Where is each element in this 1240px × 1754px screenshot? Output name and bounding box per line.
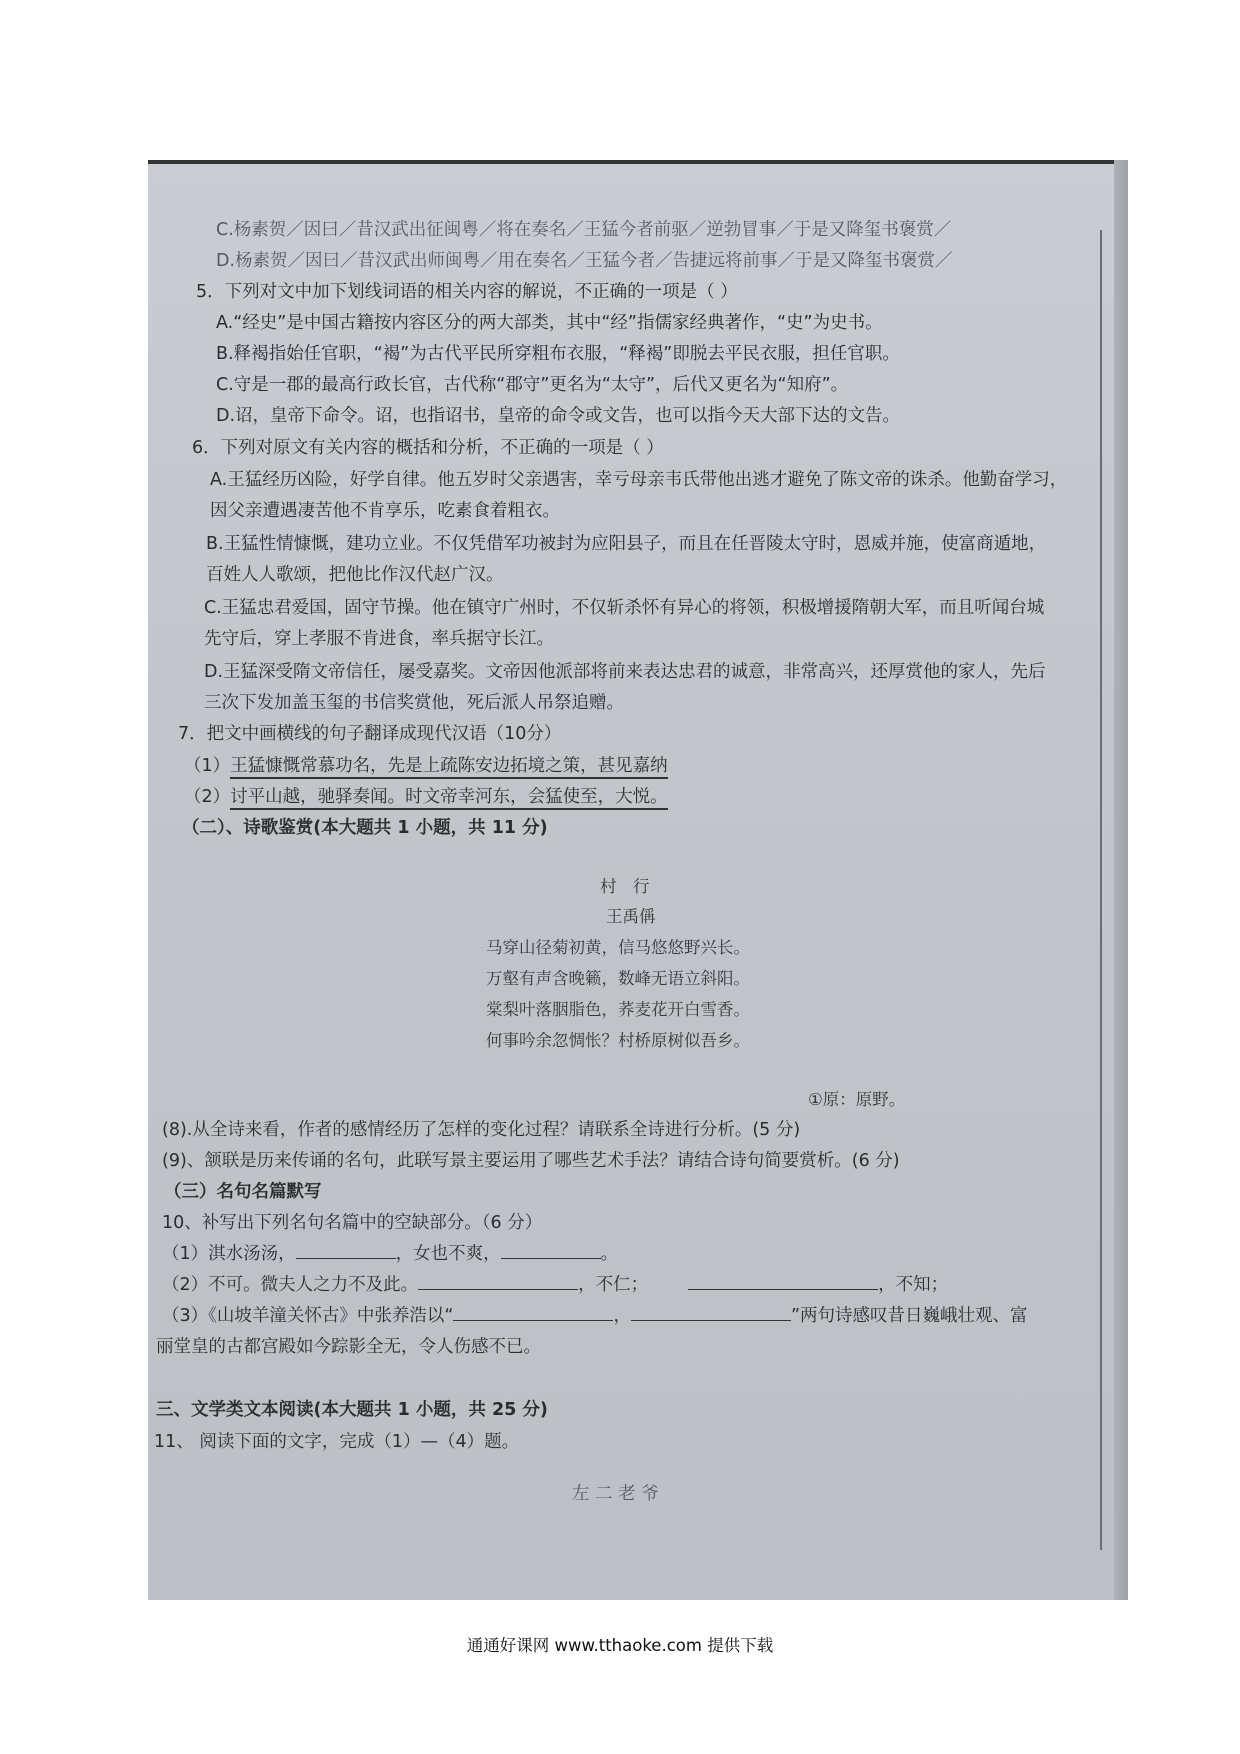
poem-line-3: 棠梨叶落胭脂色，荞麦花开白雪香。 bbox=[486, 1000, 750, 1019]
q5-option-c: C.守是一郡的最高行政长官，古代称“郡守”更名为“太守”，后代又更名为“知府”。 bbox=[216, 375, 849, 395]
q10-3-text-c: ”两句诗感叹昔日巍峨壮观、富 bbox=[790, 1306, 1028, 1326]
q10-item-2 bbox=[162, 1271, 948, 1296]
q6-option-d-cont: 三次下发加盖玉玺的书信奖赏他，死后派人吊祭追赠。 bbox=[204, 693, 624, 713]
q10-1-text-a: （1）淇水汤汤， bbox=[162, 1244, 296, 1264]
q6-option-b: B.王猛性情慷慨，建功立业。不仅凭借军功被封为应阳县子，而且在任晋陵太守时，恩威并施，使富商遁地， bbox=[206, 534, 1047, 554]
page-right-edge bbox=[1114, 160, 1128, 1600]
poem-line-1: 马穿山径菊初黄，信马悠悠野兴长。 bbox=[486, 938, 750, 957]
q6-option-d: D.王猛深受隋文帝信任，屡受嘉奖。文帝因他派部将前来表达忠君的诚意，非常高兴，还厚赏他的家人，先后 bbox=[204, 662, 1046, 682]
scanned-exam-page bbox=[148, 160, 1128, 1600]
q7-sentence-1 bbox=[184, 752, 668, 777]
q10-item-3 bbox=[162, 1302, 1028, 1327]
q10-1-text-c: 。 bbox=[600, 1244, 619, 1264]
question-11: 11、 阅读下面的文字，完成（1）—（4）题。 bbox=[154, 1432, 520, 1452]
q10-2-text-c: ，不知； bbox=[878, 1275, 949, 1295]
question-8: (8).从全诗来看，作者的感情经历了怎样的变化过程？请联系全诗进行分析。(5 分) bbox=[162, 1120, 801, 1140]
q10-item-1 bbox=[162, 1240, 618, 1265]
q5-option-b: B.释褐指始任官职，“褐”为古代平民所穿粗布衣服，“释褐”即脱去平民衣服，担任官职。 bbox=[216, 344, 900, 364]
section-3-heading: （三）名句名篇默写 bbox=[164, 1182, 322, 1202]
page-fold-line bbox=[1100, 230, 1102, 1550]
q10-3-text-a: （3）《山坡羊潼关怀古》中张养浩以“ bbox=[162, 1306, 454, 1326]
poem-line-4: 何事吟余忽惆怅？村桥原树似吾乡。 bbox=[486, 1031, 750, 1050]
q10-2-blank-2[interactable] bbox=[688, 1273, 878, 1290]
q7-sentence-2 bbox=[184, 783, 668, 808]
option-c-line: C.杨素贺／因曰／昔汉武出征闽粤／将在奏名／王猛今者前驱／逆勃冒事／于是又降玺书褒赏／ bbox=[216, 220, 952, 240]
q6-option-c: C.王猛忠君爱国，固守节操。他在镇守广州时，不仅斩杀怀有异心的将领，积极增援隋朝大军，而且听闻台城 bbox=[204, 598, 1045, 618]
q7-1-number: （1） bbox=[184, 756, 231, 776]
poem-title: 村 行 bbox=[600, 877, 650, 896]
question-6: 6．下列对原文有关内容的概括和分析，不正确的一项是（ ） bbox=[192, 438, 664, 458]
q10-2-text-b: ，不仁； bbox=[578, 1275, 649, 1295]
q10-3-blank-2[interactable] bbox=[631, 1304, 791, 1321]
q10-1-blank-1[interactable] bbox=[296, 1242, 396, 1259]
q10-2-blank-1[interactable] bbox=[418, 1273, 578, 1290]
poem-line-2: 万壑有声含晚籁，数峰无语立斜阳。 bbox=[486, 969, 750, 988]
question-7: 7．把文中画横线的句子翻译成现代汉语（10分） bbox=[178, 724, 562, 744]
q10-item-3-cont: 丽堂皇的古都宫殿如今踪影全无，令人伤感不已。 bbox=[156, 1337, 541, 1357]
q5-option-d: D.诏，皇帝下命令。诏，也指诏书，皇帝的命令或文告，也可以指今天大部下达的文告。 bbox=[216, 406, 901, 426]
question-5: 5．下列对文中加下划线词语的相关内容的解说，不正确的一项是（ ） bbox=[196, 282, 738, 302]
q6-option-c-cont: 先守后，穿上孝服不肯进食，率兵据守长江。 bbox=[204, 629, 554, 649]
poem-author: 王禹偁 bbox=[606, 907, 656, 926]
section-three-heading: 三、文学类文本阅读(本大题共 1 小题，共 25 分) bbox=[156, 1400, 548, 1420]
download-footer: 通通好课网 www.tthaoke.com 提供下载 bbox=[466, 1636, 774, 1655]
page-top-edge bbox=[148, 160, 1128, 164]
q6-option-a-cont: 因父亲遭遇凄苦他不肯享乐，吃素食着粗衣。 bbox=[210, 501, 560, 521]
page-mark: 左 二 老 爷 bbox=[572, 1484, 659, 1504]
q10-1-blank-2[interactable] bbox=[501, 1242, 601, 1259]
q5-option-a: A.“经史”是中国古籍按内容区分的两大部类，其中“经”指儒家经典著作，“史”为史书。 bbox=[216, 313, 883, 333]
q6-option-b-cont: 百姓人人歌颂，把他比作汉代赵广汉。 bbox=[206, 565, 504, 585]
q10-2-text-a: （2）不可。微夫人之力不及此。 bbox=[162, 1275, 419, 1295]
q7-2-underlined-text: 讨平山越，驰驿奏闻。时文帝幸河东，会猛使至，大悦。 bbox=[230, 787, 668, 810]
poem-footnote: ①原：原野。 bbox=[808, 1090, 906, 1109]
q10-1-text-b: ，女也不爽， bbox=[395, 1244, 501, 1264]
option-d-line: D.杨素贺／因曰／昔汉武出师闽粤／用在奏名／王猛今者／告捷远将前事／于是又降玺书褒赏／ bbox=[216, 251, 953, 271]
q10-3-blank-1[interactable] bbox=[453, 1304, 613, 1321]
q7-2-number: （2） bbox=[184, 787, 231, 807]
q10-3-text-b: ， bbox=[613, 1306, 631, 1326]
q6-option-a: A.王猛经历凶险，好学自律。他五岁时父亲遇害，幸亏母亲韦氏带他出逃才避免了陈文帝的诛杀。他勤奋学习， bbox=[210, 470, 1068, 490]
question-10: 10、补写出下列名句名篇中的空缺部分。（6 分） bbox=[162, 1213, 543, 1233]
question-9: (9)、颔联是历来传诵的名句，此联写景主要运用了哪些艺术手法？请结合诗句简要赏析。(6 分) bbox=[162, 1151, 900, 1171]
q7-1-underlined-text: 王猛慷慨常慕功名，先是上疏陈安边拓境之策，甚见嘉纳 bbox=[230, 756, 668, 779]
section-2-heading: （二）、诗歌鉴赏(本大题共 1 小题，共 11 分) bbox=[182, 818, 548, 838]
